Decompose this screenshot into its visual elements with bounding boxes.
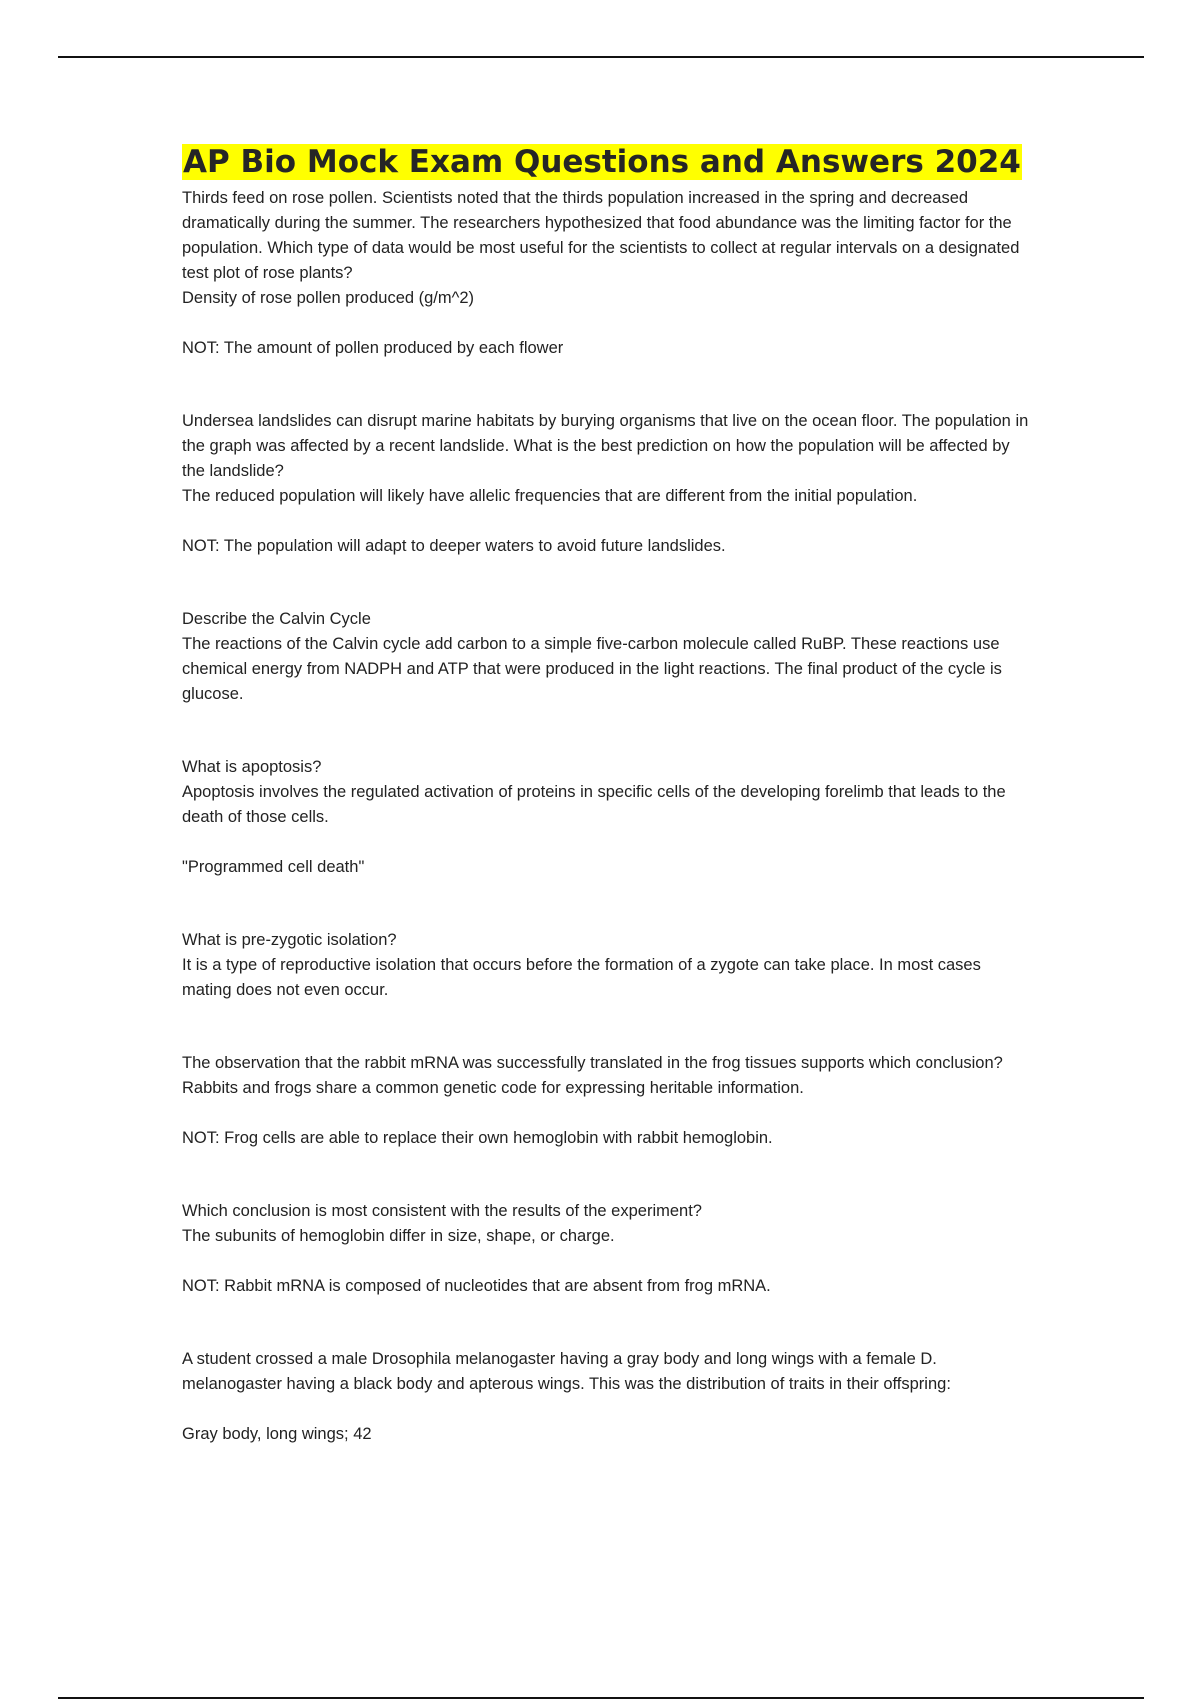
incorrect-option-note: NOT: Frog cells are able to replace their own hemoglobin with rabbit hemoglobin. [182, 1129, 773, 1147]
question-text: What is apoptosis? [182, 758, 322, 776]
top-divider [58, 56, 1144, 58]
qa-item [182, 755, 1032, 880]
qa-item [182, 1347, 1032, 1447]
document-title [182, 143, 1032, 182]
answer-text: The reactions of the Calvin cycle add carbon to a simple five-carbon molecule called RuBP. These reactions use chemical energy from NADPH and ATP that were produced in the light reactions. The final product of the cycle is glucose. [182, 635, 1007, 703]
qa-item [182, 409, 1032, 559]
qa-item [182, 1051, 1032, 1151]
answer-text: It is a type of reproductive isolation that occurs before the formation of a zygote can take place. In most cases mating does not even occur. [182, 956, 986, 999]
question-text: Which conclusion is most consistent with the results of the experiment? [182, 1202, 702, 1220]
answer-text: Density of rose pollen produced (g/m^2) [182, 289, 475, 307]
qa-item [182, 928, 1032, 1003]
question-text: A student crossed a male Drosophila melanogaster having a gray body and long wings with a female D. melanogaster having a black body and apterous wings. This was the distribution of traits in their offspring: [182, 1350, 951, 1393]
question-text: Describe the Calvin Cycle [182, 610, 371, 628]
incorrect-option-note: NOT: Rabbit mRNA is composed of nucleotides that are absent from frog mRNA. [182, 1277, 771, 1295]
incorrect-option-note: NOT: The population will adapt to deeper waters to avoid future landslides. [182, 537, 726, 555]
question-text: Undersea landslides can disrupt marine habitats by burying organisms that live on the ocean floor. The population in the graph was affected by a recent landslide. What is the best prediction on how the population will be affected by the landslide? [182, 412, 1033, 480]
title-highlight: AP Bio Mock Exam Questions and Answers 2024 [183, 144, 1021, 180]
answer-text: Rabbits and frogs share a common genetic code for expressing heritable information. [182, 1079, 804, 1097]
qa-item [182, 607, 1032, 707]
answer-text: The subunits of hemoglobin differ in size, shape, or charge. [182, 1227, 615, 1245]
question-text: Thirds feed on rose pollen. Scientists noted that the thirds population increased in the spring and decreased dramatically during the summer. The researchers hypothesized that food abundance was the limiting factor for the population. Which type of data would be most useful for the scientists to collect at regular intervals on a designated test plot of rose plants? [182, 189, 1024, 282]
answer-text: The reduced population will likely have allelic frequencies that are different from the initial population. [182, 487, 918, 505]
qa-item [182, 186, 1032, 361]
offspring-trait-count: Gray body, long wings; 42 [182, 1425, 372, 1443]
qa-list [182, 186, 1032, 1447]
qa-item [182, 1199, 1032, 1299]
document-content [182, 143, 1032, 1447]
answer-text: Apoptosis involves the regulated activation of proteins in specific cells of the developing forelimb that leads to the death of those cells. [182, 783, 1011, 826]
question-text: What is pre-zygotic isolation? [182, 931, 397, 949]
definition-note: "Programmed cell death" [182, 858, 365, 876]
bottom-divider [58, 1697, 1144, 1699]
question-text: The observation that the rabbit mRNA was successfully translated in the frog tissues supports which conclusion? [182, 1054, 1003, 1072]
incorrect-option-note: NOT: The amount of pollen produced by each flower [182, 339, 564, 357]
